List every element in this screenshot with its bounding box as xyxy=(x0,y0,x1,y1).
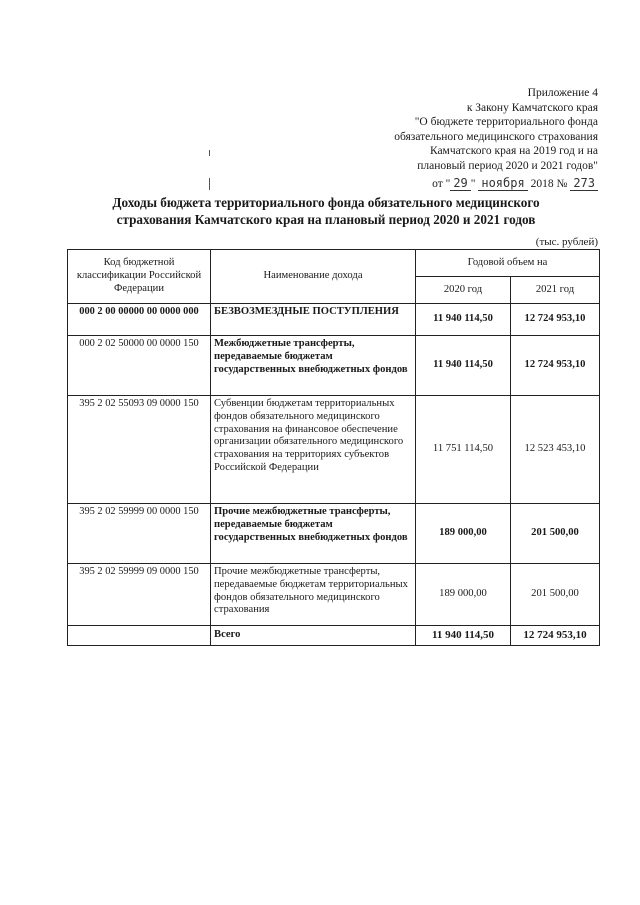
row-code: 000 2 00 00000 00 0000 000 xyxy=(68,304,211,336)
year: 2018 xyxy=(530,177,554,190)
row-code: 395 2 02 59999 09 0000 150 xyxy=(68,564,211,626)
row-code: 000 2 02 50000 00 0000 150 xyxy=(68,336,211,396)
row-2020: 189 000,00 xyxy=(416,504,511,564)
number-label: № xyxy=(556,177,568,190)
header-2020: 2020 год xyxy=(416,277,511,304)
total-label: Всего xyxy=(211,626,416,646)
row-code: 395 2 02 55093 09 0000 150 xyxy=(68,396,211,504)
law-date-line: от " 29 " ноября 2018 № 273 xyxy=(298,176,598,192)
total-2021: 12 724 953,10 xyxy=(511,626,600,646)
row-2021: 12 724 953,10 xyxy=(511,304,600,336)
row-name: Прочие межбюджетные трансферты, передаваемые бюджетам государственных внебюджетных фондов xyxy=(211,504,416,564)
scan-mark xyxy=(209,150,210,156)
row-2021: 201 500,00 xyxy=(511,504,600,564)
appendix-line: к Закону Камчатского края xyxy=(466,101,598,114)
law-number-handwritten: 273 xyxy=(570,176,598,191)
header-2021: 2021 год xyxy=(511,277,600,304)
header-name: Наименование дохода xyxy=(211,250,416,304)
row-2021: 12 724 953,10 xyxy=(511,336,600,396)
appendix-line: Приложение 4 xyxy=(527,87,598,99)
appendix-line: плановый период 2020 и 2021 годов" xyxy=(417,159,598,172)
appendix-line: "О бюджете территориального фонда xyxy=(414,116,598,129)
table-header-row xyxy=(68,250,600,277)
total-2020: 11 940 114,50 xyxy=(416,626,511,646)
table-row xyxy=(68,336,600,396)
appendix-header xyxy=(298,86,598,191)
row-name: Прочие межбюджетные трансферты, передаваемые бюджетам территориальных фондов обязательного медицинского страхования xyxy=(211,564,416,626)
table-row xyxy=(68,564,600,626)
row-name: Субвенции бюджетам территориальных фондов обязательного медицинского страхования на финансовое обеспечение организации обязательного медицинского страхования на территориях субъектов Российской Федерации xyxy=(211,396,416,504)
total-code-cell xyxy=(68,626,211,646)
row-2021: 12 523 453,10 xyxy=(511,396,600,504)
row-2020: 189 000,00 xyxy=(416,564,511,626)
row-name: БЕЗВОЗМЕЗДНЫЕ ПОСТУПЛЕНИЯ xyxy=(211,304,416,336)
row-2020: 11 940 114,50 xyxy=(416,336,511,396)
revenue-table xyxy=(67,249,600,646)
units-label: (тыс. рублей) xyxy=(535,236,598,248)
from-label: от " xyxy=(432,177,451,190)
row-2020: 11 751 114,50 xyxy=(416,396,511,504)
table-row xyxy=(68,396,600,504)
table-row xyxy=(68,504,600,564)
row-code: 395 2 02 59999 00 0000 150 xyxy=(68,504,211,564)
header-annual: Годовой объем на xyxy=(416,250,600,277)
scan-mark xyxy=(209,178,210,190)
appendix-line: Камчатского края на 2019 год и на xyxy=(429,145,598,158)
document-title: Доходы бюджета территориального фонда обязательного медицинского страхования Камчатского края на плановый период 2020 и 2021 годов xyxy=(112,195,540,227)
table-row xyxy=(68,304,600,336)
day-handwritten: 29 xyxy=(450,176,470,191)
month-handwritten: ноября xyxy=(478,176,527,191)
table-total-row xyxy=(68,626,600,646)
row-2021: 201 500,00 xyxy=(511,564,600,626)
row-2020: 11 940 114,50 xyxy=(416,304,511,336)
row-name: Межбюджетные трансферты, передаваемые бюджетам государственных внебюджетных фондов xyxy=(211,336,416,396)
header-code: Код бюджетной классификации Российской Федерации xyxy=(68,250,211,304)
appendix-line: обязательного медицинского страхования xyxy=(394,130,598,143)
